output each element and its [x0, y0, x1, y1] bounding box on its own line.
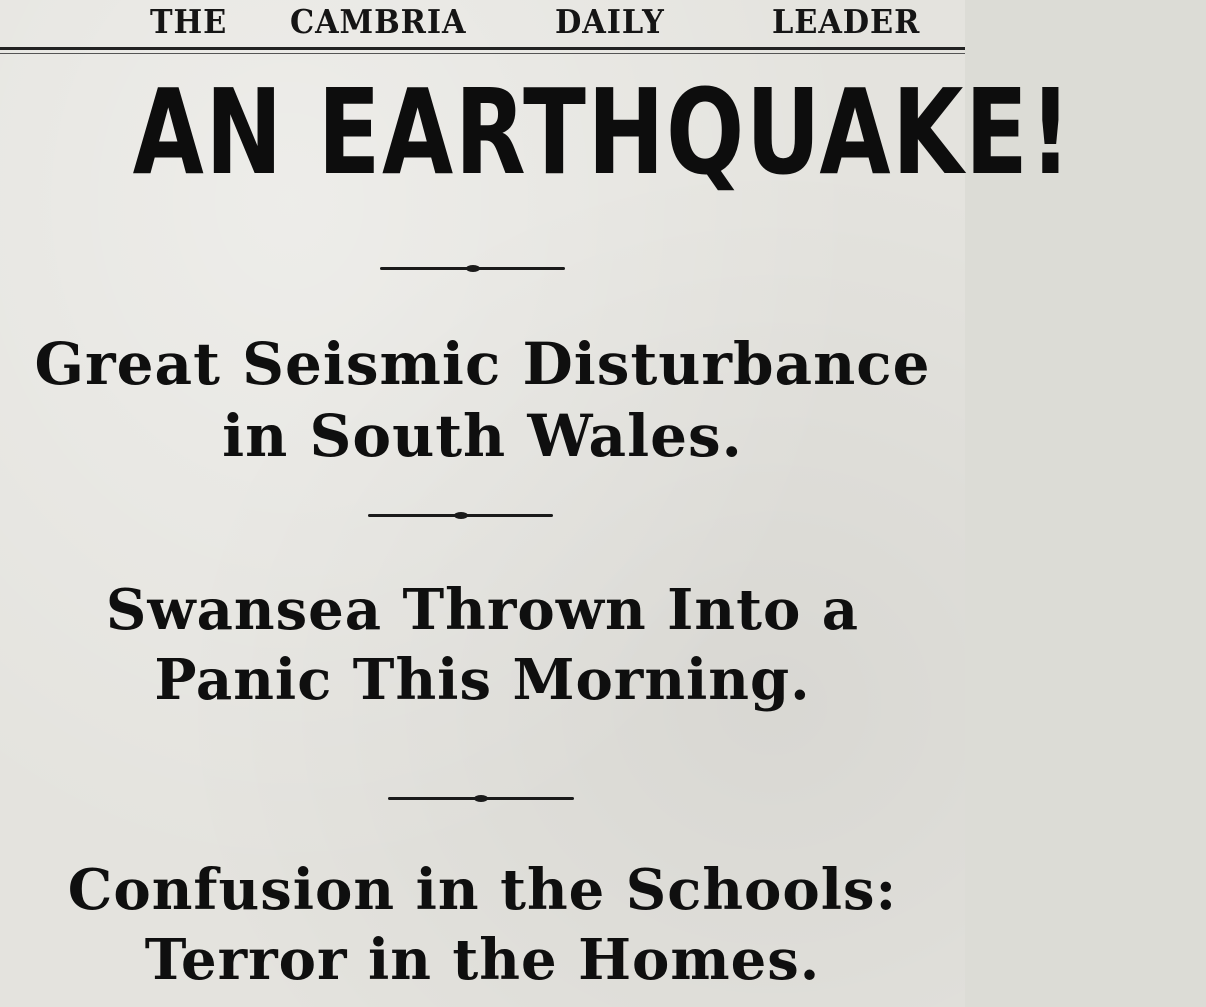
- deck-confusion-line-2: Terror in the Homes.: [144, 927, 821, 993]
- deck-swansea-line-2: Panic This Morning.: [154, 647, 811, 713]
- main-headline: [0, 62, 1073, 202]
- deck-confusion: [0, 855, 965, 995]
- deck-swansea: [0, 575, 965, 715]
- deck-seismic-line-2: in South Wales.: [222, 402, 743, 470]
- masthead-word-daily: DAILY: [555, 2, 665, 41]
- divider-rule: [368, 514, 553, 517]
- masthead-word-the: THE: [150, 2, 228, 41]
- divider-rule: [380, 267, 565, 270]
- deck-seismic-line-1: Great Seismic Disturbance: [34, 330, 931, 398]
- masthead-rule: [0, 47, 965, 50]
- masthead-word-cambria: CAMBRIA: [290, 2, 467, 41]
- divider-rule: [388, 797, 574, 800]
- deck-swansea-line-1: Swansea Thrown Into a: [105, 577, 860, 643]
- masthead: [0, 0, 965, 44]
- masthead-rule-thin: [0, 53, 965, 54]
- main-headline-text: AN EARTHQUAKE!: [132, 63, 1073, 201]
- masthead-word-leader: LEADER: [772, 2, 921, 41]
- deck-seismic: [0, 328, 965, 472]
- deck-confusion-line-1: Confusion in the Schools:: [67, 857, 898, 923]
